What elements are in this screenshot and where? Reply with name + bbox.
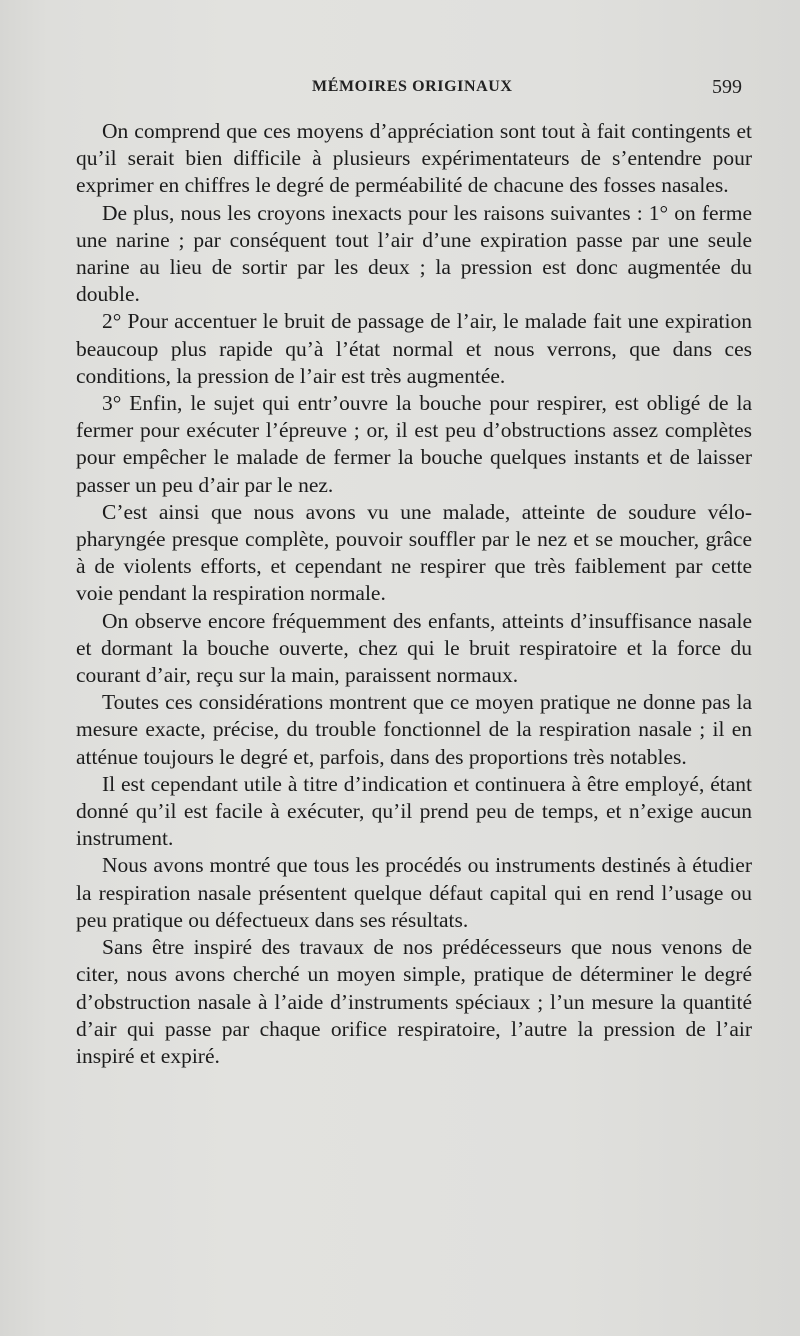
- running-title: MÉMOIRES ORIGINAUX: [312, 78, 513, 95]
- paragraph: Nous avons montré que tous les procédés ou instruments destinés à étudier la respiration nasale présentent quelque défaut capital qui en rend l’usage ou peu pratique ou défectueux dans ses résultats.: [76, 853, 752, 932]
- paragraph: Toutes ces considérations montrent que ce moyen pratique ne donne pas la mesure exacte, précise, du trouble fonctionnel de la respiration nasale ; il en atténue toujours le degré et, parfois, dans des proportions très notables.: [76, 690, 752, 769]
- paragraph: C’est ainsi que nous avons vu une malade, atteinte de soudure vélo-pharyngée presque complète, pouvoir souffler par le nez et se moucher, grâce à de violents efforts, et cependant ne respirer que très faiblement par cette voie pendant la respiration normale.: [76, 499, 752, 606]
- paragraph: 2° Pour accentuer le bruit de passage de l’air, le malade fait une expiration beaucoup plus rapide qu’à l’état normal et nous verrons, que dans ces conditions, la pression de l’air est très augmentée.: [76, 309, 752, 388]
- paragraph: Il est cependant utile à titre d’indication et continuera à être employé, étant donné qu’il est facile à exécuter, qu’il prend peu de temps, et n’exige aucun instrument.: [76, 771, 752, 851]
- paragraph: Sans être inspiré des travaux de nos prédécesseurs que nous venons de citer, nous avons cherché un moyen simple, pratique de déterminer le degré d’obstruction nasale à l’aide d’instruments spéciaux ; l’un mesure la quantité d’air qui passe par chaque orifice respiratoire, l’autre la pression de l’air inspiré et expiré.: [76, 935, 752, 1068]
- body-text: [76, 118, 752, 1070]
- paragraph: On observe encore fréquemment des enfants, atteints d’insuffisance nasale et dormant la bouche ouverte, chez qui le bruit respiratoire et la force du courant d’air, reçu sur la main, paraissent normaux.: [76, 608, 752, 688]
- paragraph: De plus, nous les croyons inexacts pour les raisons suivantes : 1° on ferme une narine ; par conséquent tout l’air d’une expiration passe par une seule narine au lieu de sortir par les deux ; la pression est donc augmentée du double.: [76, 200, 752, 307]
- page-header: [0, 78, 800, 102]
- paragraph: On comprend que ces moyens d’appréciation sont tout à fait contingents et qu’il serait bien difficile à plusieurs expérimentateurs de s’entendre pour exprimer en chiffres le degré de perméabilité de chacune des fosses nasales.: [76, 119, 752, 198]
- page-number: 599: [712, 76, 742, 98]
- paragraph: 3° Enfin, le sujet qui entr’ouvre la bouche pour respirer, est obligé de la fermer pour exécuter l’épreuve ; or, il est peu d’obstructions assez complètes pour empêcher le malade de fermer la bouche quelques instants et de laisser passer un peu d’air par le nez.: [76, 391, 752, 497]
